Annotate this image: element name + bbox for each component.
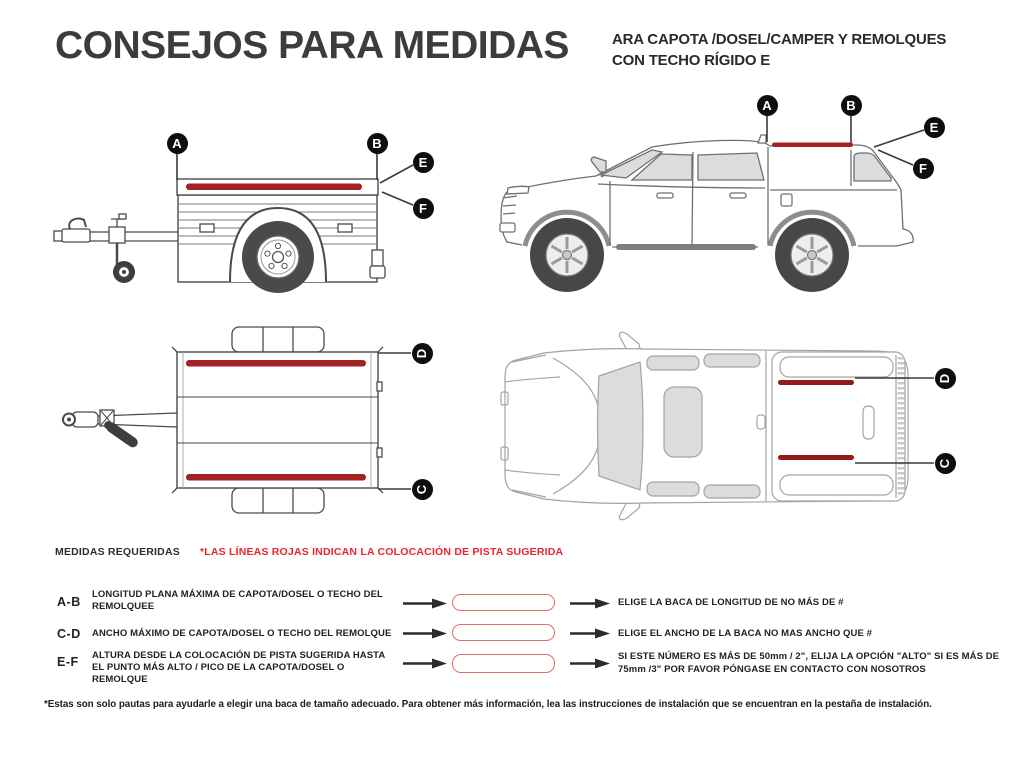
measurement-row-instr-ab: ELIGE LA BACA DE LONGITUD DE NO MÁS DE #	[618, 597, 844, 608]
measurement-row-desc-ef: ALTURA DESDE LA COLOCACIÓN DE PISTA SUGERIDA HASTA EL PUNTO MÁS ALTO / PICO DE LA CAPOTA/DOSEL O REMOLQUE	[92, 650, 385, 685]
footer-note: *Estas son solo pautas para ayudarle a elegir una baca de tamaño adecuado. Para obtener más información, lea las instrucciones de instalación que se encuentran en la pestaña de instalación.	[44, 699, 932, 710]
page-subtitle-line2: CON TECHO RÍGIDO E	[612, 52, 771, 69]
measure-point-badge-b-truck: B	[841, 95, 862, 116]
measure-point-badge-c-truck-top: C	[935, 453, 956, 474]
measurement-row-label-ab: A-B	[57, 595, 81, 609]
measurements-section-title: MEDIDAS REQUERIDAS	[55, 546, 180, 558]
measurement-field-ab[interactable]	[452, 594, 555, 611]
track-lines-note: *LAS LÍNEAS ROJAS INDICAN LA COLOCACIÓN DE PISTA SUGERIDA	[199, 546, 564, 558]
arrow-right-icon	[570, 598, 610, 609]
measurements-section-header	[55, 546, 563, 558]
truck-side-diagram	[500, 135, 913, 292]
truck-top-track-line-c	[778, 455, 854, 460]
measurement-row-desc-cd: ANCHO MÁXIMO DE CAPOTA/DOSEL O TECHO DEL REMOLQUE	[92, 628, 392, 639]
measure-point-badge-e-trailer: E	[413, 152, 434, 173]
measure-point-badge-d-truck-top: D	[935, 368, 956, 389]
trailer-top-diagram	[63, 327, 383, 513]
arrow-right-icon	[570, 658, 610, 669]
arrow-right-icon	[403, 628, 447, 639]
measurement-field-cd[interactable]	[452, 624, 555, 641]
measurement-row-instr-ef: SI ESTE NÚMERO ES MÁS DE 50mm / 2", ELIJA LA OPCIÓN "ALTO" SI ES MÁS DE 75mm /3" POR FAVOR PÓNGASE EN CONTACTO CON NOSOTROS	[618, 651, 1000, 675]
trailer-side-diagram	[54, 179, 385, 293]
measurement-row-instr-cd: ELIGE EL ANCHO DE LA BACA NO MAS ANCHO QUE #	[618, 628, 873, 639]
page-subtitle-line1: ARA CAPOTA /DOSEL/CAMPER Y REMOLQUES	[612, 31, 947, 48]
measurement-row-desc-ab: LONGITUD PLANA MÁXIMA DE CAPOTA/DOSEL O TECHO DEL REMOLQUEE	[92, 589, 383, 612]
measure-point-badge-a-trailer: A	[167, 133, 188, 154]
measure-point-badge-b-trailer: B	[367, 133, 388, 154]
measure-point-badge-c-trailer-top: C	[412, 479, 433, 500]
trailer-top-track-line-d	[186, 360, 366, 367]
arrow-right-icon	[570, 628, 610, 639]
truck-top-diagram	[501, 332, 908, 519]
arrow-right-icon	[403, 598, 447, 609]
truck-top-track-line-d	[778, 380, 854, 385]
page-title: CONSEJOS PARA MEDIDAS	[55, 24, 569, 67]
measure-point-badge-a-truck: A	[757, 95, 778, 116]
arrow-right-icon	[403, 658, 447, 669]
measurement-row-label-cd: C-D	[57, 627, 81, 641]
measurement-field-ef[interactable]	[452, 654, 555, 673]
measurement-row-label-ef: E-F	[57, 655, 79, 669]
measure-point-badge-f-trailer: F	[413, 198, 434, 219]
measure-point-badge-e-truck: E	[924, 117, 945, 138]
trailer-side-track-line	[186, 184, 362, 191]
measure-point-badge-d-trailer-top: D	[412, 343, 433, 364]
trailer-top-track-line-c	[186, 474, 366, 481]
measure-point-badge-f-truck: F	[913, 158, 934, 179]
truck-side-track-line	[772, 143, 853, 148]
